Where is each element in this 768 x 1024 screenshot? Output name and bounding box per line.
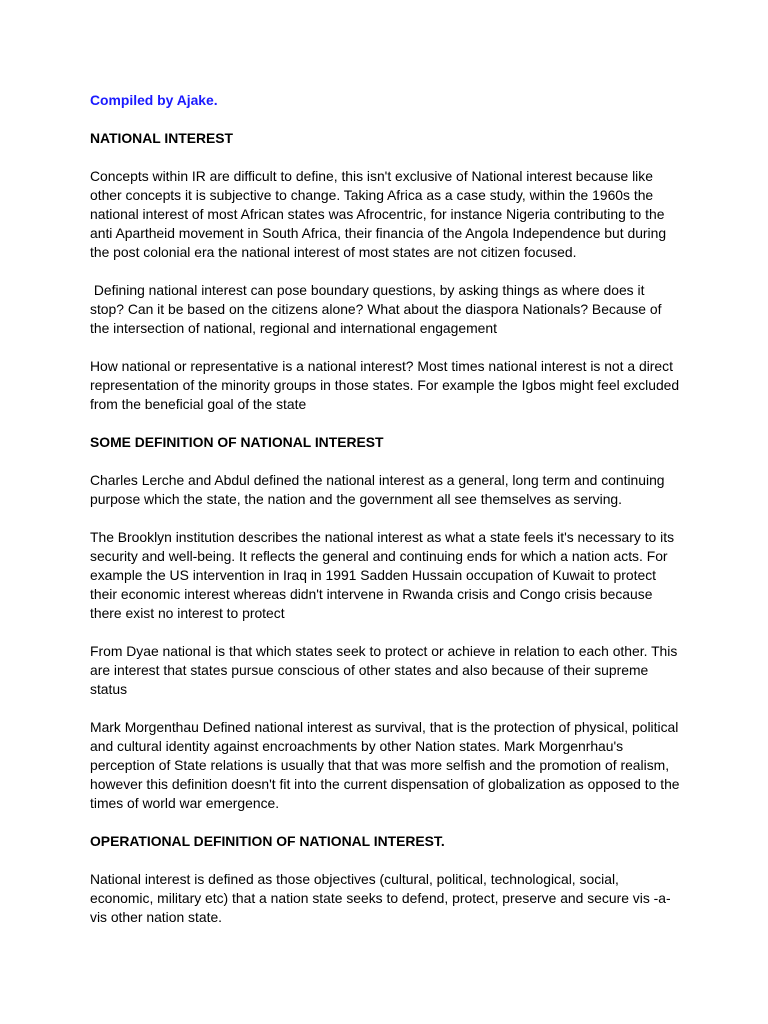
paragraph-boundary-questions bbox=[90, 281, 682, 338]
compiled-by-credit: Compiled by Ajake. bbox=[90, 92, 218, 108]
text-line: anti Apartheid movement in South Africa, their financia of the Angola Independence but during bbox=[90, 225, 667, 241]
text-line: national interest of most African states was Afrocentric, for instance Nigeria contributing to the bbox=[90, 206, 665, 222]
document-page bbox=[90, 91, 682, 946]
paragraph-concepts bbox=[90, 167, 682, 262]
text-line: perception of State relations is usually that that was more selfish and the promotion of realism, bbox=[90, 757, 670, 773]
text-line: How national or representative is a national interest? Most times national interest is not a direct bbox=[90, 358, 673, 374]
text-line: security and well-being. It reflects the general and continuing ends for which a nation acts. For bbox=[90, 548, 668, 564]
text-line: Mark Morgenthau Defined national interest as survival, that is the protection of physical, political bbox=[90, 719, 679, 735]
paragraph-dyae bbox=[90, 642, 682, 699]
heading-operational-definition: OPERATIONAL DEFINITION OF NATIONAL INTEREST. bbox=[90, 833, 445, 849]
paragraph-brooklyn bbox=[90, 528, 682, 623]
text-line: from the beneficial goal of the state bbox=[90, 396, 307, 412]
text-line: are interest that states pursue conscious of other states and also because of their supreme bbox=[90, 662, 649, 678]
text-line: economic, military etc) that a nation state seeks to defend, protect, preserve and secure vis -a- bbox=[90, 890, 671, 906]
paragraph-lerche-abdul bbox=[90, 471, 682, 509]
text-line: From Dyae national is that which states seek to protect or achieve in relation to each other. This bbox=[90, 643, 678, 659]
text-line: times of world war emergence. bbox=[90, 795, 280, 811]
text-line: other concepts it is subjective to change. Taking Africa as a case study, within the 1960s the bbox=[90, 187, 654, 203]
paragraph-representative bbox=[90, 357, 682, 414]
text-line: example the US intervention in Iraq in 1991 Sadden Hussain occupation of Kuwait to protect bbox=[90, 567, 657, 583]
text-line: stop? Can it be based on the citizens alone? What about the diaspora Nationals? Because of bbox=[90, 301, 662, 317]
text-line: Concepts within IR are difficult to define, this isn't exclusive of National interest because like bbox=[90, 168, 653, 184]
text-line: Charles Lerche and Abdul defined the national interest as a general, long term and continuing bbox=[90, 472, 665, 488]
text-line: there exist no interest to protect bbox=[90, 605, 285, 621]
heading-some-definition: SOME DEFINITION OF NATIONAL INTEREST bbox=[90, 434, 384, 450]
text-line: their economic interest whereas didn't intervene in Rwanda crisis and Congo crisis because bbox=[90, 586, 653, 602]
text-line: the intersection of national, regional and international engagement bbox=[90, 320, 497, 336]
paragraph-operational bbox=[90, 870, 682, 927]
text-line: vis other nation state. bbox=[90, 909, 223, 925]
text-line: representation of the minority groups in those states. For example the Igbos might feel excluded bbox=[90, 377, 680, 393]
text-line: the post colonial era the national interest of most states are not citizen focused. bbox=[90, 244, 577, 260]
paragraph-morgenthau bbox=[90, 718, 682, 813]
text-line: Defining national interest can pose boundary questions, by asking things as where does it bbox=[90, 282, 645, 298]
text-line: however this definition doesn't fit into the current dispensation of globalization as opposed to the bbox=[90, 776, 680, 792]
heading-national-interest: NATIONAL INTEREST bbox=[90, 130, 234, 146]
text-line: and cultural identity against encroachments by other Nation states. Mark Morgenrhau's bbox=[90, 738, 624, 754]
text-line: National interest is defined as those objectives (cultural, political, technological, social, bbox=[90, 871, 619, 887]
text-line: purpose which the state, the nation and the government all see themselves as serving. bbox=[90, 491, 623, 507]
text-line: status bbox=[90, 681, 128, 697]
text-line: The Brooklyn institution describes the national interest as what a state feels it's necessary to its bbox=[90, 529, 675, 545]
